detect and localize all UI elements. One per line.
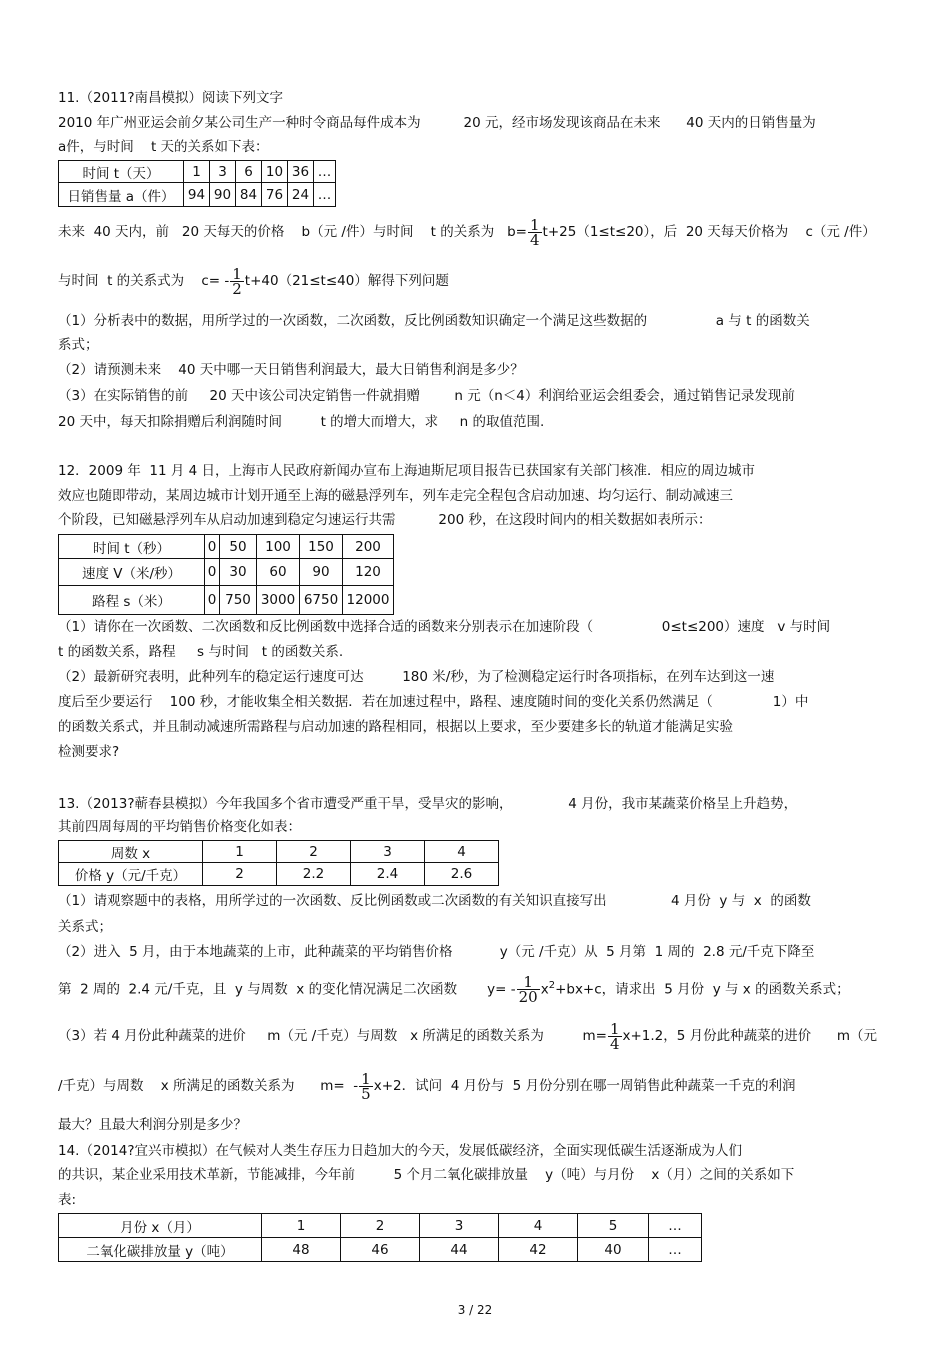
table-cell: 120: [343, 559, 394, 586]
table-cell: 2: [203, 863, 277, 886]
table-cell: 价格 y（元/千克）: [59, 863, 203, 886]
table-cell: 月份 x（月）: [59, 1214, 262, 1238]
q13-part3-cont: [58, 1067, 796, 1105]
q13-part3: [58, 1017, 877, 1055]
text: t+25（1≤t≤20），后 20 天每天价格为 c（元 /件）: [542, 224, 876, 240]
q13-table: [58, 840, 499, 886]
text: 第 2 周的 2.4 元/千克，且 y 与周数 x 的变化情况满足二次函数 y= -: [58, 981, 516, 998]
table-row: [59, 183, 336, 207]
table-cell: 84: [236, 183, 262, 207]
table-cell: 3: [420, 1214, 499, 1238]
table-row: [59, 1238, 702, 1262]
q11-line4: [58, 263, 449, 299]
table-row: [59, 586, 394, 615]
table-cell: 2: [341, 1214, 420, 1238]
table-cell: 5: [578, 1214, 649, 1238]
table-cell: 0: [205, 535, 220, 559]
table-cell: 2.6: [425, 863, 499, 886]
table-cell: 1: [203, 841, 277, 863]
q14-line3: 表:: [58, 1192, 77, 1208]
q13-part2-cont: [58, 967, 850, 1009]
table-cell: 50: [220, 535, 257, 559]
table-cell: 100: [257, 535, 300, 559]
table-cell: 周数 x: [59, 841, 203, 863]
q12-line2: 效应也随即带动，某周边城市计划开通至上海的磁悬浮列车，列车走完全程包含启动加速、均匀运行、制动减速三: [58, 488, 733, 504]
q14-line1: 14.（2014?宜兴市模拟）在气候对人类生存压力日趋加大的今天，发展低碳经济，全面实现低碳生活逐渐成为人们: [58, 1143, 742, 1159]
table-cell: 4: [425, 841, 499, 863]
table-cell: 12000: [343, 586, 394, 615]
table-cell: 60: [257, 559, 300, 586]
fraction: [608, 1019, 622, 1053]
fraction-denominator: 20: [518, 988, 538, 1006]
table-cell: 3: [210, 161, 236, 183]
table-cell: …: [314, 161, 336, 183]
q11-part1-cont: 系式；: [58, 337, 99, 353]
fraction-numerator: 1: [529, 215, 540, 234]
q11-table: [58, 160, 336, 207]
q11-part3-cont: 20 天中，每天扣除捐赠后利润随时间 t 的增大而增大，求 n 的取值范围.: [58, 414, 545, 430]
table-cell: 2: [277, 841, 351, 863]
table-cell: 0: [205, 559, 220, 586]
fraction-numerator: 1: [361, 1069, 371, 1088]
q14-line2: 的共识，某企业采用技术革新，节能减排，今年前 5 个月二氧化碳排放量 y（吨）与月份 x（月）之间的关系如下: [58, 1167, 795, 1183]
q11-line1: 2010 年广州亚运会前夕某公司生产一种时令商品每件成本为 20 元，经市场发现该商品在未来 40 天内的日销售量为: [58, 115, 816, 131]
superscript: 2: [548, 980, 556, 991]
table-cell: 48: [262, 1238, 341, 1262]
fraction: [517, 975, 540, 1004]
table-cell: 10: [262, 161, 288, 183]
table-cell: 1: [262, 1214, 341, 1238]
page-number: 3 / 22: [457, 1303, 493, 1317]
table-row: [59, 535, 394, 559]
table-cell: 36: [288, 161, 314, 183]
q12-part1: （1）请你在一次函数、二次函数和反比例函数中选择合适的函数来分别表示在加速阶段（ 0≤t≤200）速度 v 与时间: [58, 619, 831, 635]
q11-header: 11.（2011?南昌模拟）阅读下列文字: [58, 90, 283, 106]
q11-line2: a件，与时间 t 天的关系如下表：: [58, 139, 269, 155]
table-cell: 30: [220, 559, 257, 586]
fraction-numerator: 1: [232, 264, 242, 283]
text: /千克）与周数 x 所满足的函数关系为 m= -: [58, 1078, 359, 1094]
text: t+40（21≤t≤40）解得下列问题: [244, 273, 449, 289]
q11-line3: [58, 214, 876, 250]
text: x+1.2，5 月份此种蔬菜的进价 m（元: [622, 1028, 878, 1044]
text: +bx+c，请求出 5 月份 y 与 x 的函数关系式；: [555, 981, 850, 998]
table-row: [59, 161, 336, 183]
table-cell: 6750: [300, 586, 343, 615]
q12-part2-cont1: 度后至少要运行 100 秒，才能收集全相关数据．若在加速过程中，路程、速度随时间的变化关系仍然满足（ 1）中: [58, 694, 809, 710]
text: 未来 40 天内，前 20 天每天的价格 b（元 /件）与时间 t 的关系为 b=: [58, 224, 527, 240]
table-cell: 76: [262, 183, 288, 207]
table-cell: …: [314, 183, 336, 207]
table-cell: 日销售量 a（件）: [59, 183, 184, 207]
q11-part1: （1）分析表中的数据，用所学过的一次函数，二次函数，反比例函数知识确定一个满足这些数据的 a 与 t 的函数关: [58, 313, 810, 329]
q12-part2-cont2: 的函数关系式，并且制动减速所需路程与启动加速的路程相同，根据以上要求，至少要建多长的轨道才能满足实验: [58, 719, 733, 735]
text: x: [540, 981, 549, 998]
text: （3）若 4 月份此种蔬菜的进价 m（元 /千克）与周数 x 所满足的函数关系为 m=: [58, 1028, 607, 1044]
table-cell: 3000: [257, 586, 300, 615]
q13-line1: 13.（2013?蕲春县模拟）今年我国多个省市遭受严重干旱，受旱灾的影响， 4 月份，我市某蔬菜价格呈上升趋势，: [58, 796, 798, 812]
table-cell: 90: [300, 559, 343, 586]
fraction-numerator: 1: [517, 975, 540, 990]
q12-part2: （2）最新研究表明，此种列车的稳定运行速度可达 180 米/秒，为了检测稳定运行时各项指标，在列车达到这一速: [58, 669, 775, 685]
fraction-denominator: 2: [232, 279, 242, 298]
fraction-denominator: 5: [361, 1084, 371, 1103]
table-row: [59, 863, 499, 886]
q12-part1-cont: t 的函数关系，路程 s 与时间 t 的函数关系.: [58, 644, 344, 660]
table-cell: 44: [420, 1238, 499, 1262]
table-cell: 3: [351, 841, 425, 863]
table-cell: 时间 t（天）: [59, 161, 184, 183]
table-row: [59, 559, 394, 586]
table-cell: 1: [184, 161, 210, 183]
table-cell: 6: [236, 161, 262, 183]
table-cell: 42: [499, 1238, 578, 1262]
table-cell: …: [649, 1214, 702, 1238]
table-cell: 90: [210, 183, 236, 207]
fraction-denominator: 4: [609, 1034, 620, 1053]
table-cell: …: [649, 1238, 702, 1262]
fraction: [359, 1069, 373, 1103]
text: 与时间 t 的关系式为 c= -: [58, 273, 230, 289]
table-cell: 46: [341, 1238, 420, 1262]
table-cell: 2.2: [277, 863, 351, 886]
text: x+2．试问 4 月份与 5 月份分别在哪一周销售此种蔬菜一千克的利润: [373, 1078, 796, 1094]
table-cell: 2.4: [351, 863, 425, 886]
q11-part2: （2）请预测未来 40 天中哪一天日销售利润最大，最大日销售利润是多少？: [58, 362, 524, 378]
q13-part2: （2）进入 5 月，由于本地蔬菜的上市，此种蔬菜的平均销售价格 y（元 /千克）从 5 月第 1 周的 2.8 元/千克下降至: [58, 944, 815, 960]
q12-line1: 12．2009 年 11 月 4 日，上海市人民政府新闻办宣布上海迪斯尼项目报告已获国家有关部门核准．相应的周边城市: [58, 463, 756, 479]
table-cell: 路程 s（米）: [59, 586, 205, 615]
q13-part1-cont: 关系式；: [58, 919, 112, 935]
table-cell: 速度 V（米/秒）: [59, 559, 205, 586]
fraction-numerator: 1: [609, 1019, 620, 1038]
table-cell: 0: [205, 586, 220, 615]
q11-part3: （3）在实际销售的前 20 天中该公司决定销售一件就捐赠 n 元（n＜4）利润给亚运会组委会，通过销售记录发现前: [58, 388, 795, 404]
q14-table: [58, 1213, 702, 1262]
q12-table: [58, 534, 394, 615]
fraction-denominator: 4: [529, 230, 540, 249]
q12-line3: 个阶段，已知磁悬浮列车从启动加速到稳定匀速运行共需 200 秒，在这段时间内的相关数据如表所示：: [58, 512, 712, 528]
q13-part3-cont2: 最大？且最大利润分别是多少？: [58, 1117, 247, 1133]
table-row: [59, 841, 499, 863]
table-cell: 24: [288, 183, 314, 207]
table-cell: 时间 t（秒）: [59, 535, 205, 559]
table-cell: 750: [220, 586, 257, 615]
table-row: [59, 1214, 702, 1238]
table-cell: 200: [343, 535, 394, 559]
fraction: [528, 215, 542, 249]
table-cell: 150: [300, 535, 343, 559]
q13-part1: （1）请观察题中的表格，用所学过的一次函数、反比例函数或二次函数的有关知识直接写出 4 月份 y 与 x 的函数: [58, 893, 811, 909]
table-cell: 二氧化碳排放量 y（吨）: [59, 1238, 262, 1262]
q13-line2: 其前四周每周的平均销售价格变化如表：: [58, 819, 301, 835]
fraction: [230, 264, 244, 298]
q12-part2-cont3: 检测要求?: [58, 744, 120, 760]
table-cell: 40: [578, 1238, 649, 1262]
table-cell: 4: [499, 1214, 578, 1238]
table-cell: 94: [184, 183, 210, 207]
